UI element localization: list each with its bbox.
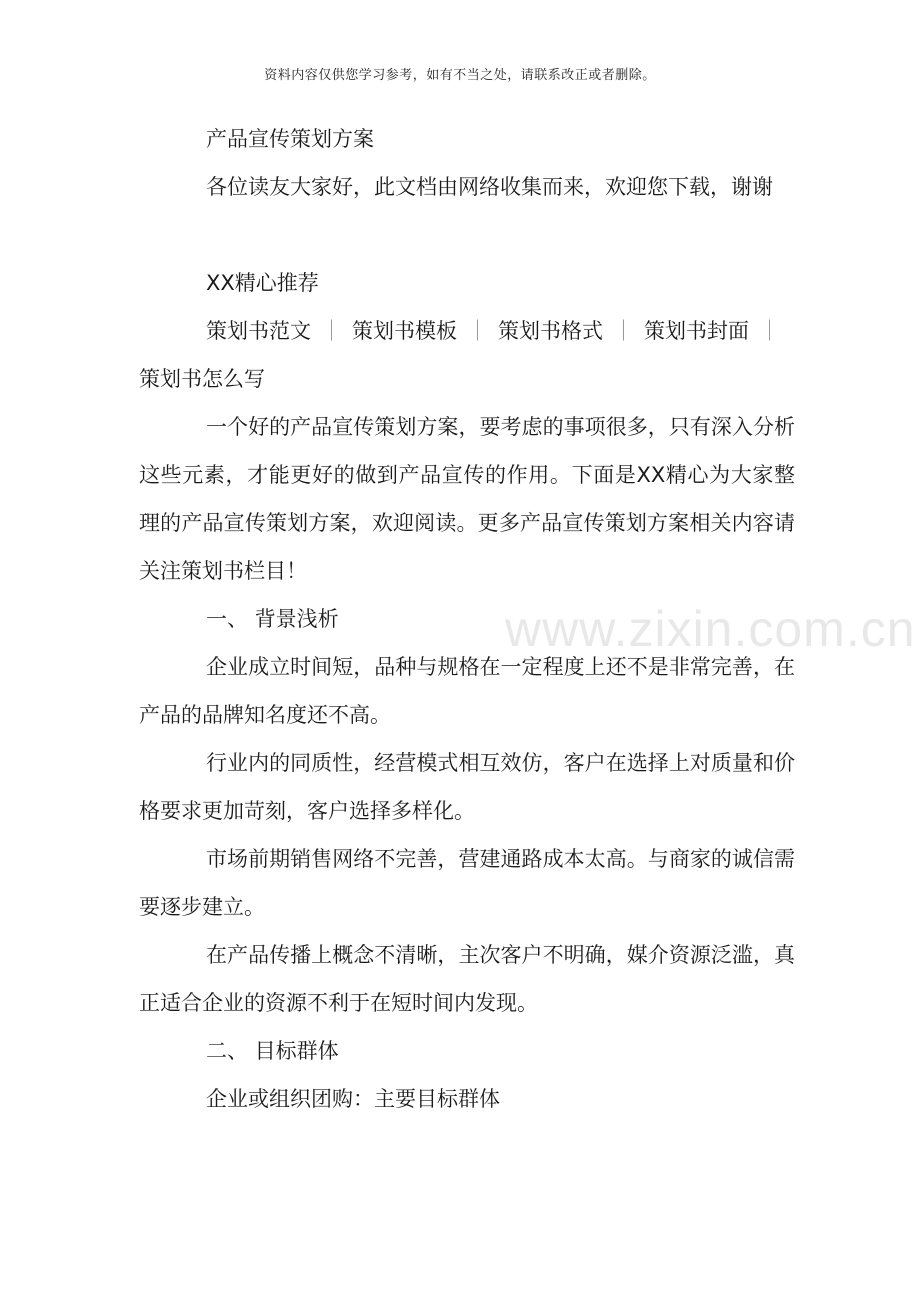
background-paragraph: 行业内的同质性，经营模式相互效仿，客户在选择上对质量和价格要求更加苛刻，客户选择多样化。	[139, 751, 795, 823]
link-separator: ｜	[759, 319, 780, 343]
section-heading-target: 二、 目标群体	[206, 1039, 339, 1063]
document-body	[139, 115, 795, 1123]
link-separator: ｜	[613, 319, 634, 343]
watermark: www.zixin.com.cn	[505, 601, 916, 657]
document-title: 产品宣传策划方案	[206, 127, 374, 151]
section-heading-background: 一、 背景浅析	[206, 607, 339, 631]
blank-line	[139, 211, 795, 259]
recommend-links	[139, 307, 795, 403]
link-geshi[interactable]: 策划书格式	[498, 319, 603, 343]
background-paragraph: 在产品传播上概念不清晰，主次客户不明确，媒介资源泛滥，真正适合企业的资源不利于在短时间内发现。	[139, 943, 795, 1015]
link-separator: ｜	[321, 319, 342, 343]
link-fengmian[interactable]: 策划书封面	[644, 319, 749, 343]
link-fanwen[interactable]: 策划书范文	[206, 319, 311, 343]
header-disclaimer: 资料内容仅供您学习参考，如有不当之处，请联系改正或者删除。	[264, 68, 656, 83]
background-paragraph: 市场前期销售网络不完善，营建通路成本太高。与商家的诚信需要逐步建立。	[139, 847, 795, 919]
recommend-heading: XX精心推荐	[206, 271, 319, 295]
link-separator: ｜	[467, 319, 488, 343]
target-paragraph: 企业或组织团购：主要目标群体	[206, 1087, 500, 1111]
greeting-paragraph: 各位读友大家好，此文档由网络收集而来，欢迎您下载，谢谢	[206, 175, 773, 199]
link-muban[interactable]: 策划书模板	[352, 319, 457, 343]
background-paragraph: 企业成立时间短，品种与规格在一定程度上还不是非常完善，在产品的品牌知名度还不高。	[139, 655, 795, 727]
intro-paragraph: 一个好的产品宣传策划方案，要考虑的事项很多，只有深入分析这些元素，才能更好的做到产品宣传的作用。下面是XX精心为大家整理的产品宣传策划方案，欢迎阅读。更多产品宣传策划方案相关内容请关注策划书栏目！	[139, 415, 795, 583]
link-zenmexie[interactable]: 策划书怎么写	[139, 367, 265, 391]
